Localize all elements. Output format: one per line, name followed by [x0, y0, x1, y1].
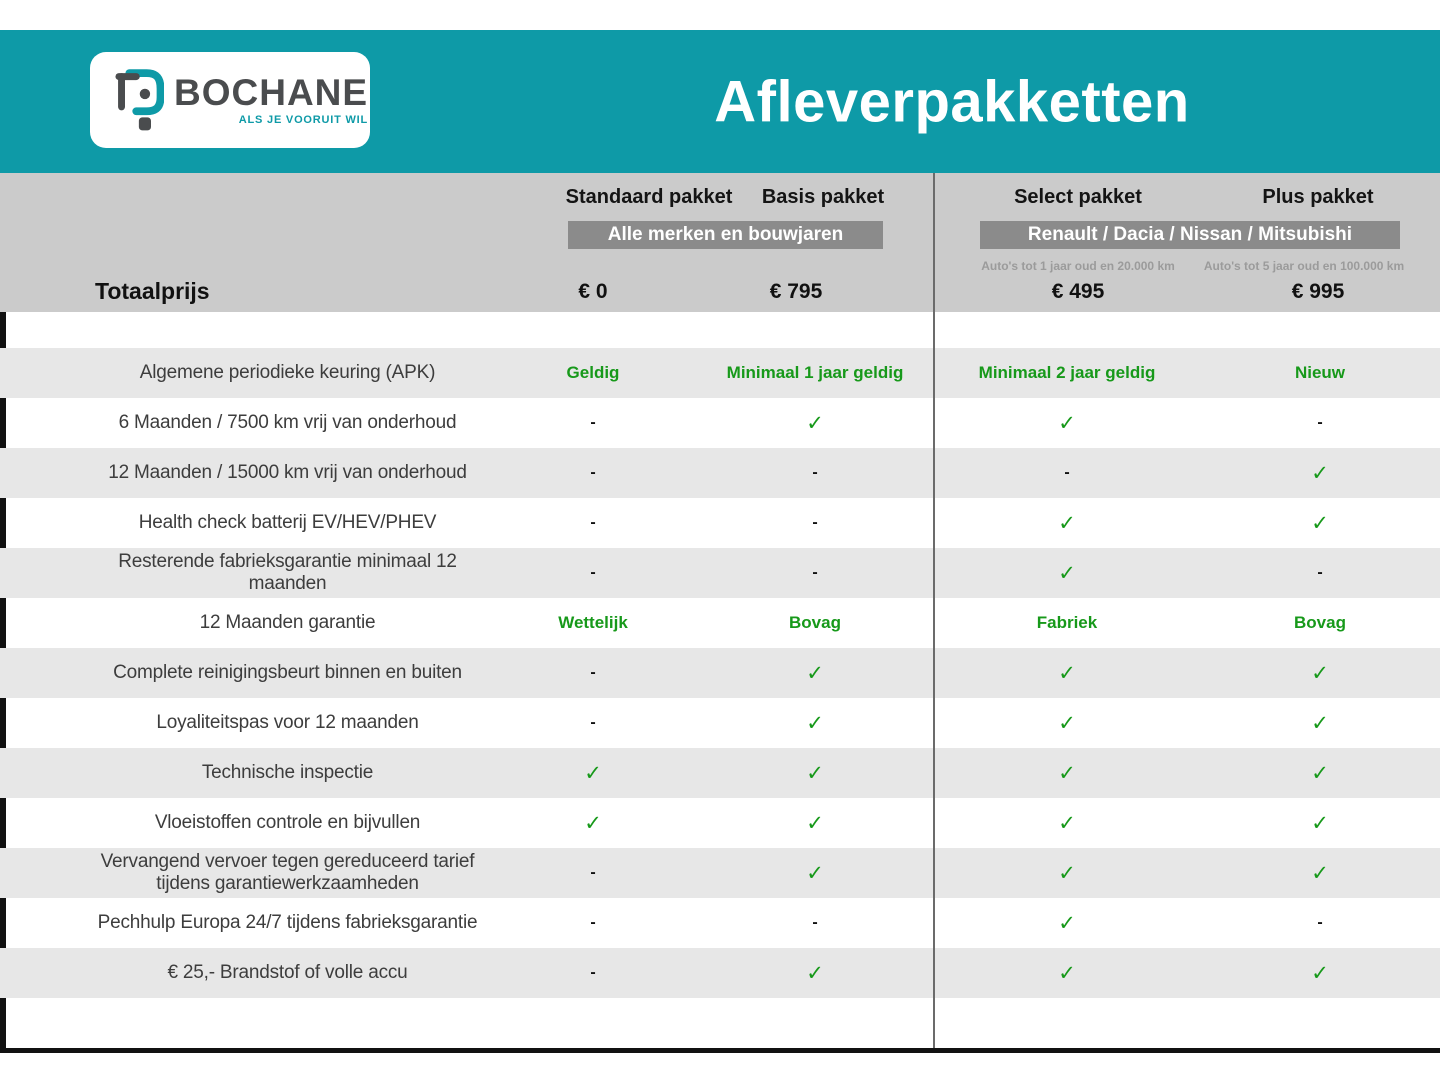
row-label: Complete reinigingsbeurt binnen en buiten: [113, 662, 462, 684]
package-note-select: Auto's tot 1 jaar oud en 20.000 km: [981, 259, 1175, 273]
value-cell: [1200, 914, 1440, 932]
value-cell: [934, 363, 1200, 383]
bochane-logo-icon: [112, 62, 164, 138]
value-cell: [696, 861, 934, 886]
value-text: Geldig: [566, 363, 620, 382]
value-cell: [1200, 711, 1440, 736]
total-price-label: Totaalprijs: [95, 278, 210, 304]
logo-text: [174, 74, 368, 126]
dash-icon: -: [812, 514, 818, 531]
dash-icon: -: [590, 714, 596, 731]
value-cell: [1200, 461, 1440, 486]
row-label: 12 Maanden / 15000 km vrij van onderhoud: [108, 462, 467, 484]
value-cell: [490, 714, 696, 732]
value-cell: [696, 564, 934, 582]
value-cell: [490, 514, 696, 532]
row-label: Vervangend vervoer tegen gereduceerd tarief tijdens garantiewerkzaamheden: [100, 851, 475, 894]
check-icon: ✓: [1058, 661, 1076, 685]
table-row: [0, 598, 1440, 648]
row-label: 6 Maanden / 7500 km vrij van onderhoud: [118, 412, 457, 434]
price-basis: € 795: [769, 280, 823, 303]
row-label: 12 Maanden garantie: [199, 612, 376, 634]
value-cell: [1200, 811, 1440, 836]
value-text: Minimaal 2 jaar geldig: [978, 363, 1156, 382]
price-plus: € 995: [1291, 280, 1345, 303]
feature-table-body: [0, 348, 1440, 998]
check-icon: ✓: [1311, 661, 1329, 685]
dash-icon: -: [1317, 914, 1323, 931]
dash-icon: -: [812, 564, 818, 581]
table-row: [0, 548, 1440, 598]
dash-icon: -: [812, 464, 818, 481]
table-row: [0, 448, 1440, 498]
value-cell: [1200, 363, 1440, 383]
dash-icon: -: [590, 664, 596, 681]
package-name-select: Select pakket: [1014, 186, 1142, 208]
value-cell: [490, 761, 696, 786]
check-icon: ✓: [1311, 961, 1329, 985]
value-text: Nieuw: [1294, 363, 1346, 382]
value-cell: [696, 961, 934, 986]
value-text: Wettelijk: [558, 613, 628, 632]
bochane-logo: [90, 52, 370, 148]
check-icon: ✓: [1058, 511, 1076, 535]
dash-icon: -: [590, 914, 596, 931]
check-icon: ✓: [806, 711, 824, 735]
check-icon: ✓: [1058, 811, 1076, 835]
dash-icon: -: [590, 864, 596, 881]
check-icon: ✓: [1311, 861, 1329, 885]
value-cell: [696, 661, 934, 686]
value-cell: [490, 964, 696, 982]
check-icon: ✓: [1058, 561, 1076, 585]
value-cell: [1200, 613, 1440, 633]
check-icon: ✓: [1311, 461, 1329, 485]
value-cell: [696, 514, 934, 532]
price-standaard: € 0: [578, 280, 608, 303]
value-cell: [934, 561, 1200, 586]
check-icon: ✓: [806, 861, 824, 885]
badge-renault-brands: Renault / Dacia / Nissan / Mitsubishi: [980, 221, 1400, 249]
value-text: Minimaal 1 jaar geldig: [726, 363, 904, 382]
row-label: Loyaliteitspas voor 12 maanden: [156, 712, 419, 734]
check-icon: ✓: [806, 961, 824, 985]
table-row: [0, 848, 1440, 898]
row-label: Pechhulp Europa 24/7 tijdens fabrieksgarantie: [97, 912, 478, 934]
value-cell: [490, 464, 696, 482]
table-row: [0, 698, 1440, 748]
value-cell: [490, 664, 696, 682]
table-row: [0, 648, 1440, 698]
package-note-plus: Auto's tot 5 jaar oud en 100.000 km: [1203, 259, 1405, 273]
row-label: Vloeistoffen controle en bijvullen: [154, 812, 421, 834]
value-cell: [490, 363, 696, 383]
value-cell: [490, 613, 696, 633]
value-cell: [934, 511, 1200, 536]
value-cell: [934, 613, 1200, 633]
check-icon: ✓: [1311, 711, 1329, 735]
value-text: Fabriek: [1036, 613, 1098, 632]
value-cell: [696, 761, 934, 786]
dash-icon: -: [1317, 414, 1323, 431]
check-icon: ✓: [584, 811, 602, 835]
dash-icon: -: [590, 464, 596, 481]
check-icon: ✓: [1311, 811, 1329, 835]
dash-icon: -: [590, 414, 596, 431]
package-name-basis: Basis pakket: [761, 186, 885, 208]
brand-name: BOCHANE: [174, 72, 369, 113]
value-cell: [490, 564, 696, 582]
check-icon: ✓: [806, 811, 824, 835]
table-row: [0, 498, 1440, 548]
table-row: [0, 948, 1440, 998]
value-cell: [490, 811, 696, 836]
badge-all-brands: Alle merken en bouwjaren: [568, 221, 883, 249]
value-cell: [696, 914, 934, 932]
row-label: Health check batterij EV/HEV/PHEV: [138, 512, 437, 534]
value-cell: [934, 911, 1200, 936]
dash-icon: -: [1064, 464, 1070, 481]
check-icon: ✓: [1058, 411, 1076, 435]
value-cell: [1200, 564, 1440, 582]
value-cell: [934, 811, 1200, 836]
check-icon: ✓: [584, 761, 602, 785]
value-cell: [1200, 761, 1440, 786]
check-icon: ✓: [806, 661, 824, 685]
value-cell: [696, 811, 934, 836]
package-name-standaard: Standaard pakket: [565, 186, 733, 208]
value-cell: [1200, 661, 1440, 686]
price-select: € 495: [1051, 280, 1105, 303]
table-row: [0, 398, 1440, 448]
value-cell: [934, 761, 1200, 786]
page-title: Afleverpakketten: [714, 69, 1190, 134]
check-icon: ✓: [1058, 711, 1076, 735]
check-icon: ✓: [806, 411, 824, 435]
dash-icon: -: [590, 564, 596, 581]
bottom-margin: [0, 998, 1440, 1048]
value-cell: [934, 411, 1200, 436]
bottom-border-bar: [0, 1048, 1440, 1053]
dash-icon: -: [1317, 564, 1323, 581]
table-row: [0, 798, 1440, 848]
value-cell: [1200, 861, 1440, 886]
dash-icon: -: [590, 514, 596, 531]
value-cell: [696, 464, 934, 482]
package-header: [0, 173, 1440, 312]
value-cell: [696, 711, 934, 736]
value-cell: [696, 363, 934, 383]
value-cell: [1200, 961, 1440, 986]
package-name-plus: Plus pakket: [1262, 186, 1374, 208]
top-margin: [0, 0, 1440, 30]
check-icon: ✓: [1311, 761, 1329, 785]
table-row: [0, 348, 1440, 398]
value-cell: [490, 864, 696, 882]
check-icon: ✓: [1058, 761, 1076, 785]
row-label: Technische inspectie: [201, 762, 374, 784]
check-icon: ✓: [1058, 961, 1076, 985]
row-label: € 25,- Brandstof of volle accu: [167, 962, 408, 984]
value-text: Bovag: [1294, 613, 1346, 632]
value-text: Bovag: [789, 613, 841, 632]
dash-icon: -: [812, 914, 818, 931]
header-table-gap: [0, 312, 1440, 348]
check-icon: ✓: [806, 761, 824, 785]
value-cell: [934, 861, 1200, 886]
table-row: [0, 748, 1440, 798]
value-cell: [934, 961, 1200, 986]
dash-icon: -: [590, 964, 596, 981]
column-divider: [933, 173, 935, 1048]
value-cell: [490, 414, 696, 432]
value-cell: [696, 411, 934, 436]
table-row: [0, 898, 1440, 948]
page-header: [0, 30, 1440, 173]
brand-tagline: ALS JE VOORUIT WIL: [238, 114, 369, 126]
row-label: Algemene periodieke keuring (APK): [139, 362, 436, 384]
value-cell: [490, 914, 696, 932]
value-cell: [1200, 511, 1440, 536]
check-icon: ✓: [1058, 861, 1076, 885]
value-cell: [1200, 414, 1440, 432]
row-label: Resterende fabrieksgarantie minimaal 12 maanden: [118, 551, 457, 594]
check-icon: ✓: [1311, 511, 1329, 535]
value-cell: [696, 613, 934, 633]
value-cell: [934, 711, 1200, 736]
check-icon: ✓: [1058, 911, 1076, 935]
value-cell: [934, 464, 1200, 482]
value-cell: [934, 661, 1200, 686]
